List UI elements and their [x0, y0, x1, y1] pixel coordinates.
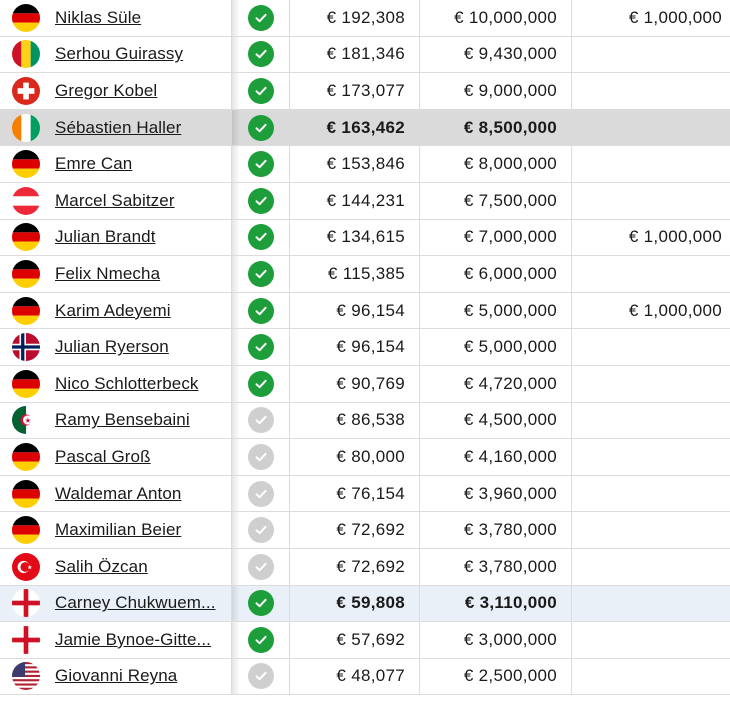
annual-salary-cell [420, 146, 572, 182]
flag-turkey-icon [12, 553, 40, 581]
annual-salary-cell [420, 476, 572, 512]
player-cell [0, 73, 232, 109]
bonus-cell [572, 73, 730, 109]
table-row[interactable] [0, 329, 730, 366]
checkmark-icon [248, 517, 274, 543]
player-name-link[interactable]: Karim Adeyemi [55, 300, 171, 320]
status-cell [232, 0, 290, 36]
player-cell [0, 256, 232, 292]
bonus-value: € 1,000,000 [628, 227, 722, 247]
bonus-value: € 1,000,000 [628, 7, 722, 27]
bonus-cell [572, 366, 730, 402]
checkmark-icon [248, 371, 274, 397]
weekly-wage-cell [290, 403, 420, 439]
bonus-cell [572, 329, 730, 365]
annual-salary-value: € 8,500,000 [463, 117, 557, 137]
checkmark-icon [248, 261, 274, 287]
player-cell [0, 622, 232, 658]
table-row[interactable] [0, 366, 730, 403]
player-name-link[interactable]: Salih Özcan [55, 556, 148, 576]
annual-salary-cell [420, 0, 572, 36]
annual-salary-value: € 4,500,000 [463, 410, 557, 430]
annual-salary-cell [420, 622, 572, 658]
checkmark-icon [248, 188, 274, 214]
flag-ivory-coast-icon [12, 114, 40, 142]
weekly-wage-cell [290, 622, 420, 658]
player-name-link[interactable]: Marcel Sabitzer [55, 190, 175, 210]
player-cell [0, 366, 232, 402]
table-row[interactable] [0, 146, 730, 183]
weekly-wage-cell [290, 0, 420, 36]
annual-salary-cell [420, 549, 572, 585]
checkmark-icon [248, 627, 274, 653]
bonus-cell [572, 586, 730, 622]
annual-salary-value: € 2,500,000 [463, 666, 557, 686]
annual-salary-value: € 4,720,000 [463, 373, 557, 393]
status-cell [232, 329, 290, 365]
player-cell [0, 0, 232, 36]
status-cell [232, 439, 290, 475]
status-cell [232, 659, 290, 695]
bonus-cell [572, 220, 730, 256]
player-cell [0, 512, 232, 548]
checkmark-icon [248, 224, 274, 250]
player-name-link[interactable]: Julian Brandt [55, 227, 156, 247]
status-cell [232, 586, 290, 622]
status-cell [232, 220, 290, 256]
flag-austria-icon [12, 187, 40, 215]
table-row[interactable] [0, 549, 730, 586]
annual-salary-cell [420, 73, 572, 109]
weekly-wage-cell [290, 476, 420, 512]
checkmark-icon [248, 5, 274, 31]
status-cell [232, 256, 290, 292]
annual-salary-value: € 10,000,000 [454, 7, 557, 27]
flag-germany-icon [12, 223, 40, 251]
bonus-cell [572, 256, 730, 292]
flag-guinea-icon [12, 40, 40, 68]
player-name-link[interactable]: Emre Can [55, 154, 133, 174]
weekly-wage-value: € 48,077 [336, 666, 405, 686]
status-cell [232, 37, 290, 73]
weekly-wage-cell [290, 512, 420, 548]
table-row[interactable] [0, 73, 730, 110]
status-cell [232, 73, 290, 109]
player-name-link[interactable]: Sébastien Haller [55, 117, 182, 137]
annual-salary-value: € 9,000,000 [463, 80, 557, 100]
player-cell [0, 329, 232, 365]
bonus-cell [572, 439, 730, 475]
flag-germany-icon [12, 297, 40, 325]
weekly-wage-value: € 86,538 [336, 410, 405, 430]
annual-salary-value: € 3,000,000 [463, 629, 557, 649]
weekly-wage-value: € 163,462 [326, 117, 405, 137]
table-row[interactable] [0, 512, 730, 549]
player-name-link[interactable]: Ramy Bensebaini [55, 410, 190, 430]
player-name-link[interactable]: Giovanni Reyna [55, 666, 178, 686]
weekly-wage-value: € 80,000 [336, 446, 405, 466]
table-row[interactable] [0, 439, 730, 476]
weekly-wage-value: € 134,615 [326, 227, 405, 247]
annual-salary-value: € 7,500,000 [463, 190, 557, 210]
weekly-wage-cell [290, 366, 420, 402]
annual-salary-value: € 4,160,000 [463, 446, 557, 466]
player-cell [0, 146, 232, 182]
player-name-link[interactable]: Maximilian Beier [55, 520, 182, 540]
player-name-link[interactable]: Felix Nmecha [55, 263, 161, 283]
table-row[interactable] [0, 37, 730, 74]
weekly-wage-value: € 90,769 [336, 373, 405, 393]
bonus-cell [572, 403, 730, 439]
table-row[interactable] [0, 476, 730, 513]
player-name-link[interactable]: Carney Chukwuem... [55, 593, 216, 613]
table-row[interactable] [0, 659, 730, 696]
annual-salary-cell [420, 110, 572, 146]
checkmark-icon [248, 444, 274, 470]
weekly-wage-cell [290, 659, 420, 695]
annual-salary-value: € 8,000,000 [463, 154, 557, 174]
checkmark-icon [248, 334, 274, 360]
weekly-wage-cell [290, 183, 420, 219]
player-cell [0, 220, 232, 256]
weekly-wage-cell [290, 586, 420, 622]
annual-salary-cell [420, 220, 572, 256]
flag-germany-icon [12, 150, 40, 178]
player-cell [0, 403, 232, 439]
annual-salary-value: € 7,000,000 [463, 227, 557, 247]
annual-salary-cell [420, 37, 572, 73]
player-cell [0, 549, 232, 585]
checkmark-icon [248, 663, 274, 689]
bonus-cell [572, 476, 730, 512]
bonus-value: € 1,000,000 [628, 300, 722, 320]
annual-salary-value: € 6,000,000 [463, 263, 557, 283]
annual-salary-value: € 9,430,000 [463, 44, 557, 64]
weekly-wage-value: € 181,346 [326, 44, 405, 64]
player-name-link[interactable]: Jamie Bynoe-Gitte... [55, 629, 212, 649]
flag-england-icon [12, 589, 40, 617]
bonus-cell [572, 293, 730, 329]
weekly-wage-cell [290, 73, 420, 109]
weekly-wage-cell [290, 146, 420, 182]
player-name-link[interactable]: Gregor Kobel [55, 80, 158, 100]
status-cell [232, 512, 290, 548]
weekly-wage-value: € 96,154 [336, 300, 405, 320]
flag-switzerland-icon [12, 77, 40, 105]
weekly-wage-value: € 59,808 [336, 593, 405, 613]
weekly-wage-cell [290, 256, 420, 292]
flag-germany-icon [12, 370, 40, 398]
status-cell [232, 110, 290, 146]
weekly-wage-cell [290, 329, 420, 365]
annual-salary-cell [420, 586, 572, 622]
annual-salary-cell [420, 403, 572, 439]
weekly-wage-value: € 57,692 [336, 629, 405, 649]
annual-salary-cell [420, 659, 572, 695]
checkmark-icon [248, 590, 274, 616]
bonus-cell [572, 549, 730, 585]
weekly-wage-value: € 115,385 [327, 263, 405, 283]
annual-salary-value: € 3,110,000 [464, 593, 557, 613]
weekly-wage-value: € 144,231 [326, 190, 405, 210]
weekly-wage-cell [290, 293, 420, 329]
player-cell [0, 659, 232, 695]
flag-norway-icon [12, 333, 40, 361]
annual-salary-cell [420, 183, 572, 219]
player-cell [0, 439, 232, 475]
table-row[interactable] [0, 110, 730, 147]
annual-salary-cell [420, 329, 572, 365]
checkmark-icon [248, 41, 274, 67]
flag-germany-icon [12, 443, 40, 471]
status-cell [232, 476, 290, 512]
player-name-link[interactable]: Serhou Guirassy [55, 44, 184, 64]
annual-salary-cell [420, 293, 572, 329]
flag-usa-icon [12, 662, 40, 690]
player-name-link[interactable]: Waldemar Anton [55, 483, 182, 503]
player-cell [0, 110, 232, 146]
bonus-cell [572, 183, 730, 219]
flag-germany-icon [12, 4, 40, 32]
player-cell [0, 476, 232, 512]
checkmark-icon [248, 554, 274, 580]
bonus-cell [572, 37, 730, 73]
weekly-wage-cell [290, 549, 420, 585]
flag-england-icon [12, 626, 40, 654]
annual-salary-value: € 5,000,000 [463, 300, 557, 320]
flag-germany-icon [12, 260, 40, 288]
player-name-link[interactable]: Nico Schlotterbeck [55, 373, 199, 393]
weekly-wage-cell [290, 220, 420, 256]
annual-salary-value: € 3,780,000 [463, 556, 557, 576]
bonus-cell [572, 146, 730, 182]
status-cell [232, 366, 290, 402]
player-name-link[interactable]: Niklas Süle [55, 7, 142, 27]
checkmark-icon [248, 78, 274, 104]
player-cell [0, 293, 232, 329]
weekly-wage-value: € 72,692 [336, 520, 405, 540]
annual-salary-value: € 3,780,000 [463, 520, 557, 540]
weekly-wage-cell [290, 110, 420, 146]
table-row[interactable] [0, 403, 730, 440]
annual-salary-cell [420, 256, 572, 292]
table-row[interactable] [0, 256, 730, 293]
flag-germany-icon [12, 480, 40, 508]
annual-salary-value: € 5,000,000 [463, 337, 557, 357]
status-cell [232, 293, 290, 329]
table-row[interactable] [0, 220, 730, 257]
annual-salary-value: € 3,960,000 [463, 483, 557, 503]
weekly-wage-value: € 192,308 [326, 7, 405, 27]
player-name-link[interactable]: Pascal Groß [55, 446, 151, 466]
bonus-cell [572, 110, 730, 146]
bonus-cell [572, 659, 730, 695]
weekly-wage-value: € 72,692 [336, 556, 405, 576]
table-row[interactable] [0, 0, 730, 37]
weekly-wage-cell [290, 439, 420, 475]
bonus-cell [572, 622, 730, 658]
weekly-wage-cell [290, 37, 420, 73]
status-cell [232, 549, 290, 585]
flag-germany-icon [12, 516, 40, 544]
status-cell [232, 183, 290, 219]
status-cell [232, 146, 290, 182]
annual-salary-cell [420, 439, 572, 475]
table-row[interactable] [0, 183, 730, 220]
table-row[interactable] [0, 586, 730, 623]
annual-salary-cell [420, 366, 572, 402]
status-cell [232, 403, 290, 439]
weekly-wage-value: € 173,077 [326, 80, 405, 100]
bonus-cell [572, 512, 730, 548]
player-cell [0, 586, 232, 622]
table-row[interactable] [0, 293, 730, 330]
player-cell [0, 183, 232, 219]
flag-algeria-icon [12, 406, 40, 434]
checkmark-icon [248, 298, 274, 324]
checkmark-icon [248, 151, 274, 177]
table-row[interactable] [0, 622, 730, 659]
weekly-wage-value: € 153,846 [326, 154, 405, 174]
checkmark-icon [248, 115, 274, 141]
bonus-cell [572, 0, 730, 36]
checkmark-icon [248, 407, 274, 433]
annual-salary-cell [420, 512, 572, 548]
player-name-link[interactable]: Julian Ryerson [55, 337, 169, 357]
status-cell [232, 622, 290, 658]
weekly-wage-value: € 76,154 [336, 483, 405, 503]
player-cell [0, 37, 232, 73]
checkmark-icon [248, 481, 274, 507]
weekly-wage-value: € 96,154 [336, 337, 405, 357]
